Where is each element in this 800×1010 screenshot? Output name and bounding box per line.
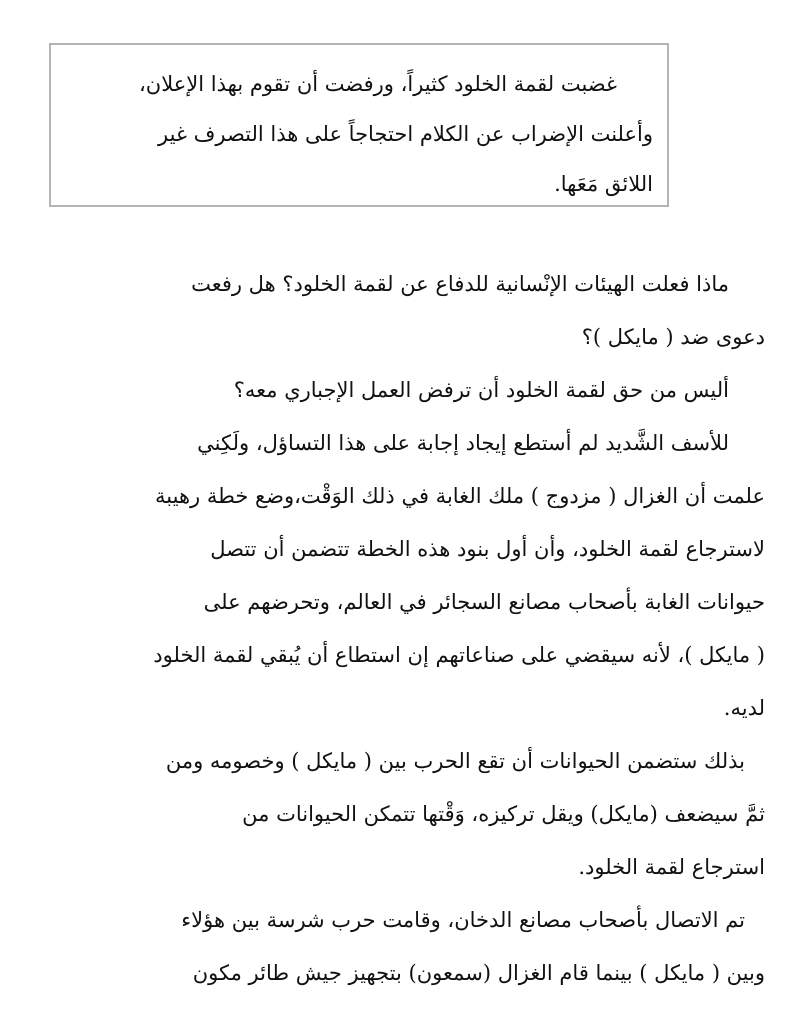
text-line: لاسترجاع لقمة الخلود، وأن أول بنود هذه الخطة تتضمن أن تتصل: [210, 537, 765, 561]
boxed-note: [49, 43, 669, 207]
text-line: لديه.: [723, 696, 765, 720]
text-line: ( مايكل )، لأنه سيقضي على صناعاتهم إن استطاع أن يُبقي لقمة الخلود: [153, 643, 765, 667]
text-line: للأسف الشَّديد لم أستطع إيجاد إجابة على هذا التساؤل، ولَكِني: [197, 431, 729, 455]
text-line: حيوانات الغابة بأصحاب مصانع السجائر في العالم، وتحرضهم على: [203, 590, 765, 614]
text-line: ثمَّ سيضعف (مايكل) ويقل تركيزه، وَقْتها تتمكن الحيوانات من: [242, 802, 765, 826]
boxed-note-line: وأعلنت الإضراب عن الكلام احتجاجاً على هذا التصرف غير: [158, 122, 653, 146]
boxed-note-line: غضبت لقمة الخلود كثيراً، ورفضت أن تقوم بهذا الإعلان،: [139, 72, 617, 96]
text-line: استرجاع لقمة الخلود.: [578, 855, 765, 879]
text-line: تم الاتصال بأصحاب مصانع الدخان، وقامت حرب شرسة بين هؤلاء: [181, 908, 745, 932]
boxed-note-line: اللائق مَعَها.: [554, 172, 653, 196]
text-line: وبين ( مايكل ) بينما قام الغزال (سمعون) بتجهيز جيش طائر مكون: [192, 961, 765, 985]
text-line: ماذا فعلت الهيئات الإنْسانية للدفاع عن لقمة الخلود؟ هل رفعت: [191, 272, 729, 296]
text-line: علمت أن الغزال ( مزدوج ) ملك الغابة في ذلك الوَقْت،وضع خطة رهيبة: [155, 484, 765, 508]
body-text: [55, 258, 765, 1000]
text-line: دعوى ضد ( مايكل )؟: [581, 325, 765, 349]
text-line: أليس من حق لقمة الخلود أن ترفض العمل الإجباري معه؟: [233, 378, 729, 402]
text-line: بذلك ستضمن الحيوانات أن تقع الحرب بين ( مايكل ) وخصومه ومن: [165, 749, 745, 773]
